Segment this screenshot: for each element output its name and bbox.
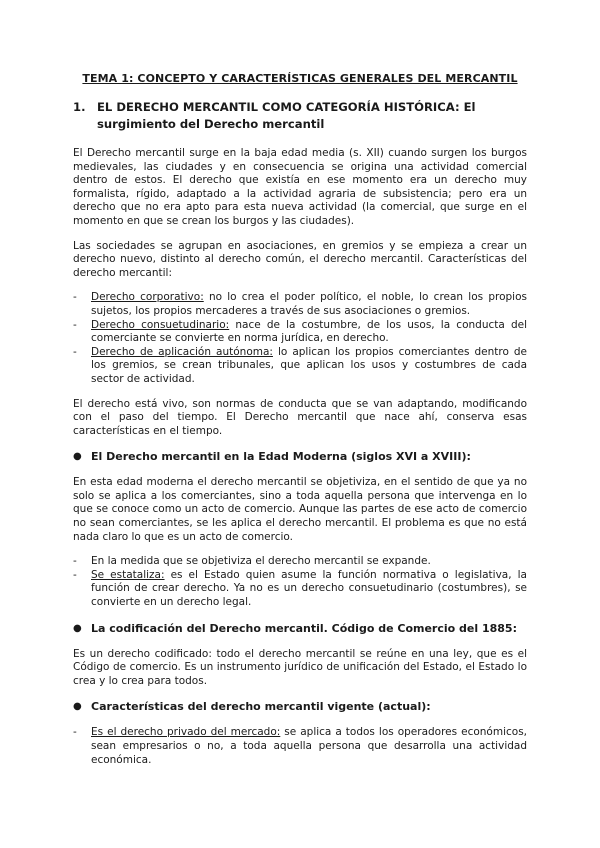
subheading-text: Características del derecho mercantil vigente (actual): [91,700,431,714]
paragraph-associations: Las sociedades se agrupan en asociaciones, en gremios y se empieza a crear un derecho nuevo, distinto al derecho común, el derecho mercantil. Características del derecho mercantil: [73,239,527,279]
bullet-icon: ● [73,622,82,634]
paragraph-living-law: El derecho está vivo, son normas de conducta que se van adaptando, modificando con el paso del tiempo. El Derecho mercantil que nace ahí, conserva esas características en el tiempo. [73,397,527,437]
list-item-term: Derecho consuetudinario: [91,318,230,331]
paragraph-codified-law: Es un derecho codificado: todo el derecho mercantil se reúne en una ley, que es el Código de comercio. Es un instrumento jurídico de unificación del Estado, el Estado lo crea y lo crea para todos. [73,647,527,687]
dash-marker: - [73,291,77,304]
dash-marker: - [73,568,77,581]
section-heading-text: EL DERECHO MERCANTIL COMO CATEGORÍA HISTÓRICA: El surgimiento del Derecho mercantil [97,100,476,131]
list-item-text: En la medida que se objetiviza el derecho mercantil se expande. [91,555,431,568]
list-item [73,291,527,318]
paragraph-objectivization: En esta edad moderna el derecho mercantil se objetiviza, en el sentido de que ya no solo se aplica a los comerciantes, sino a toda aquella persona que intervenga en lo que se conoce como un acto de comercio. Aunque las partes de ese acto de comercio no sean comerciantes, se les aplica el derecho mercantil. El problema es que no está nada claro lo que es un acto de comercio. [73,476,527,543]
subheading-current-characteristics [73,699,527,714]
subheading-codification [73,621,527,636]
section-heading-1 [73,99,527,133]
section-number: 1. [73,100,86,114]
bullet-icon: ● [73,451,82,463]
paragraph-origin: El Derecho mercantil surge en la baja edad media (s. XII) cuando surgen los burgos medievales, las ciudades y en consecuencia se origina una actividad comercial dentro de estos. El derecho que existía en ese momento era un derecho muy formalista, rígido, adaptado a la actividad agraria de subsistencia; pero era un derecho que no era apto para esta nueva actividad (la comercial, que surge en el momento en que se crean los burgos y las ciudades). [73,147,527,227]
list-item-text: es el Estado quien asume la función normativa o legislativa, la función de crear derecho. Ya no es un derecho consuetudinario (costumbres), se convierte en un derecho legal. [91,568,527,609]
list-item-term: Se estataliza: [91,568,165,581]
characteristics-list [73,291,527,386]
dash-marker: - [73,345,77,358]
current-characteristics-list [73,726,527,767]
list-item [73,346,527,387]
list-item [73,319,527,346]
list-item-text: se aplica a todos los operadores económicos, sean empresarios o no, a toda aquella persona que desarrolla una actividad económica. [91,726,528,766]
list-item [73,726,527,767]
dash-marker: - [73,555,77,568]
subheading-modern-age [73,449,527,464]
subheading-text: La codificación del Derecho mercantil. Código de Comercio del 1885: [91,621,517,635]
list-item-term: Derecho corporativo: [91,291,204,304]
list-item-term: Derecho de aplicación autónoma: [91,345,273,358]
dash-marker: - [73,726,77,739]
subheading-text: El Derecho mercantil en la Edad Moderna (siglos XVI a XVIII): [91,450,471,464]
list-item-text: no lo crea el poder político, el noble, lo crean los propios sujetos, los propios mercaderes a través de sus asociaciones o gremios. [91,291,527,317]
list-item-text: lo aplican los propios comerciantes dentro de los gremios, se crean tribunales, que aplican los usos y costumbres de cada sector de actividad. [91,345,528,385]
modern-age-list [73,555,527,609]
dash-marker: - [73,318,77,331]
bullet-icon: ● [73,701,82,713]
list-item-text: nace de la costumbre, de los usos, la conducta del comerciante se convierte en norma jurídica, en derecho. [91,318,528,345]
list-item [73,555,527,569]
list-item [73,569,527,610]
list-item-term: Es el derecho privado del mercado: [91,726,281,739]
document-title: TEMA 1: CONCEPTO Y CARACTERÍSTICAS GENERALES DEL MERCANTIL [82,72,518,85]
